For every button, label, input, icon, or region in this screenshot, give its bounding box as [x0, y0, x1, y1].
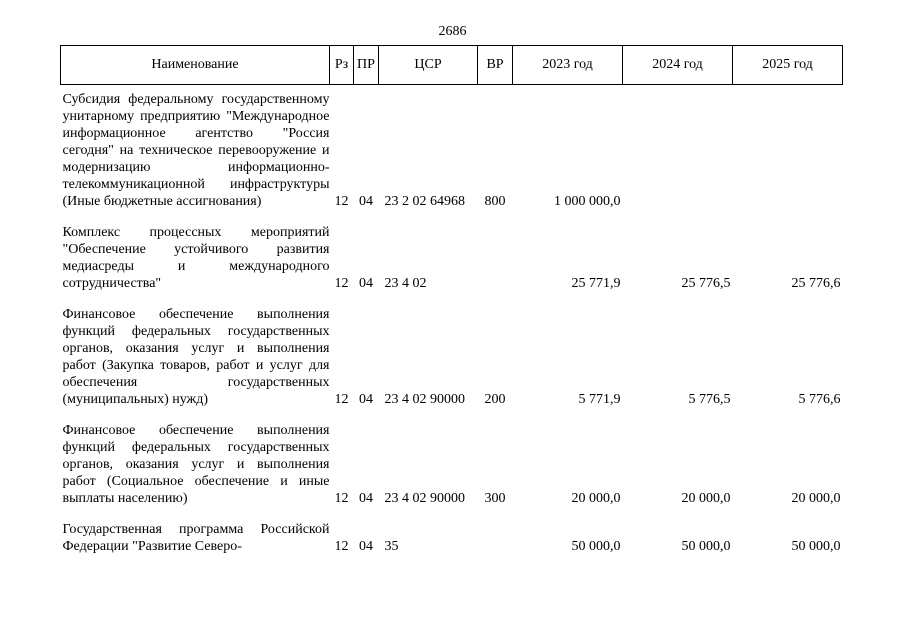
row-2024: 5 776,5: [688, 392, 731, 407]
header-vr: ВР: [478, 46, 513, 85]
header-pr: ПР: [354, 46, 379, 85]
header-rz: Рз: [330, 46, 354, 85]
row-rz: 12: [334, 491, 349, 506]
table-row: [61, 224, 843, 292]
row-csr: 23 4 02 90000: [384, 392, 465, 407]
row-vr: 300: [484, 491, 506, 506]
spacer-row: [61, 292, 843, 306]
row-2025: 25 776,6: [791, 276, 841, 291]
header-csr: ЦСР: [379, 46, 478, 85]
row-pr: 04: [359, 392, 373, 407]
table-row: [61, 91, 843, 210]
row-2023: 5 771,9: [578, 392, 621, 407]
row-pr: 04: [359, 539, 373, 554]
row-vr: 200: [484, 392, 506, 407]
row-pr: 04: [359, 194, 373, 209]
row-vr: 800: [484, 194, 506, 209]
header-2025: 2025 год: [733, 46, 843, 85]
header-name: Наименование: [61, 46, 330, 85]
row-2024: [623, 91, 733, 210]
row-name: Финансовое обеспечение выполнения функций федеральных государственных органов, оказания услуг и выполнения работ (Социальное обеспечение и иные выплаты населению): [62, 423, 330, 506]
row-2023: 1 000 000,0: [554, 194, 621, 209]
row-csr: 23 4 02 90000: [384, 491, 465, 506]
row-rz: 12: [334, 539, 349, 554]
row-2024: 20 000,0: [681, 491, 731, 506]
row-2023: 50 000,0: [571, 539, 621, 554]
spacer-row: [61, 210, 843, 224]
row-2024: 50 000,0: [681, 539, 731, 554]
row-name: Субсидия федеральному государственному унитарному предприятию "Международное информационное агентство "Россия сегодня" на техническое перевооружение и модернизацию информационно-телекоммуникационной инфраструктуры (Иные бюджетные ассигнования): [62, 92, 330, 209]
row-vr: [478, 521, 513, 555]
row-name: Финансовое обеспечение выполнения функций федеральных государственных органов, оказания услуг и выполнения работ (Закупка товаров, работ и услуг для обеспечения государственных (муниципальных) нужд): [62, 307, 330, 407]
page-number: 2686: [438, 24, 467, 39]
budget-table: [60, 45, 843, 555]
row-2025: 20 000,0: [791, 491, 841, 506]
row-pr: 04: [359, 276, 373, 291]
header-2023: 2023 год: [513, 46, 623, 85]
header-2024: 2024 год: [623, 46, 733, 85]
spacer-row: [61, 408, 843, 422]
row-2025: 5 776,6: [798, 392, 841, 407]
table-row: [61, 306, 843, 408]
row-2023: 20 000,0: [571, 491, 621, 506]
row-rz: 12: [334, 194, 349, 209]
table-header: [61, 46, 843, 85]
row-name: Комплекс процессных мероприятий "Обеспечение устойчивого развития медиасреды и международного сотрудничества": [62, 225, 330, 291]
row-rz: 12: [334, 392, 349, 407]
row-csr: 35: [384, 539, 399, 554]
row-pr: 04: [359, 491, 373, 506]
row-name: Государственная программа Российской Федерации "Развитие Северо-: [62, 522, 330, 554]
table-row: [61, 422, 843, 507]
spacer-row: [61, 507, 843, 521]
row-csr: 23 4 02: [384, 276, 427, 291]
row-2024: 25 776,5: [681, 276, 731, 291]
row-2025: 50 000,0: [791, 539, 841, 554]
row-csr: 23 2 02 64968: [384, 194, 465, 209]
row-vr: [478, 224, 513, 292]
table-row: [61, 521, 843, 555]
row-2025: [733, 91, 843, 210]
row-2023: 25 771,9: [571, 276, 621, 291]
row-rz: 12: [334, 276, 349, 291]
